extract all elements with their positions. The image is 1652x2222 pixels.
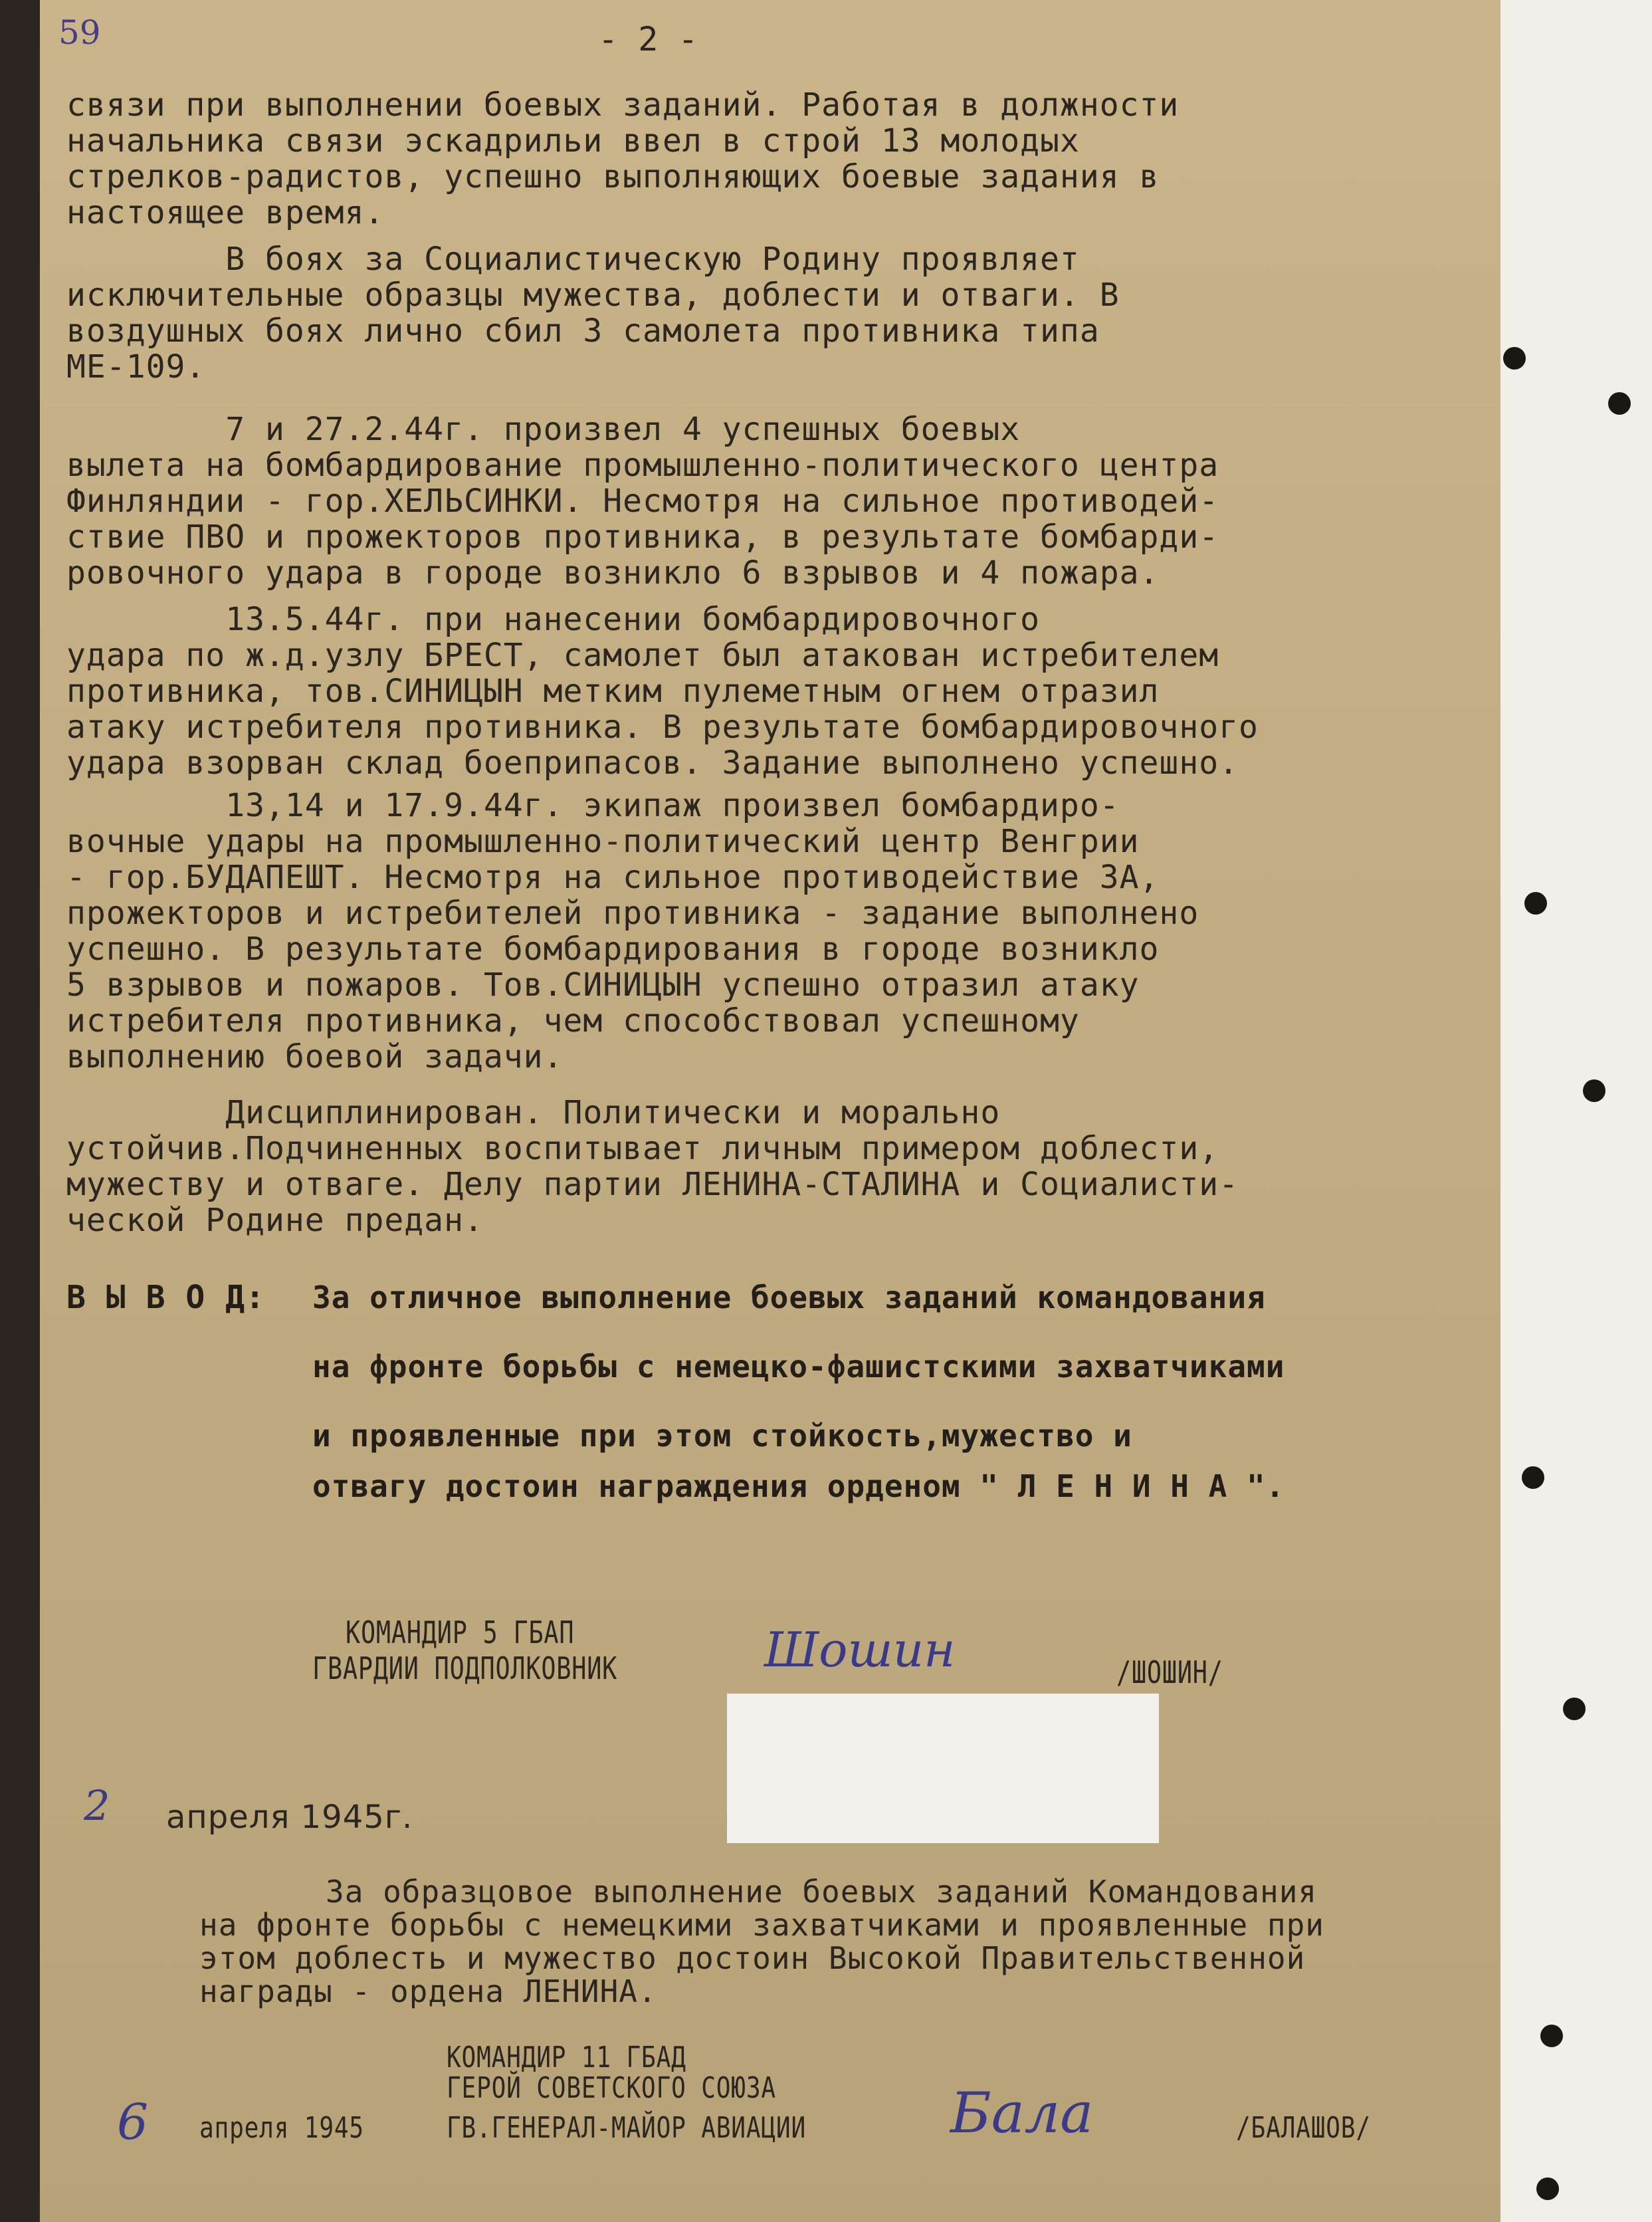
conclusion-line: отвагу достоин награждения орденом " Л Е Н И Н А ". bbox=[312, 1468, 1285, 1504]
text-line: Финляндии - гор.ХЕЛЬСИНКИ. Несмотря на сильное противодей- bbox=[66, 483, 1219, 520]
text-line: ровочного удара в городе возникло 6 взрывов и 4 пожара. bbox=[66, 554, 1160, 592]
text-line: ствие ПВО и прожекторов противника, в результате бомбарди- bbox=[66, 518, 1219, 556]
text-line: вочные удары на промышленно-политический центр Венгрии bbox=[66, 823, 1140, 860]
conclusion-line: на фронте борьбы с немецко-фашистскими захватчиками bbox=[312, 1349, 1285, 1385]
text-line: воздушных боях лично сбил 3 самолета противника типа bbox=[66, 312, 1100, 350]
underlying-page bbox=[1500, 0, 1652, 2222]
endorsement-line: на фронте борьбы с немецкими захватчиками и проявленные при bbox=[199, 1907, 1324, 1943]
text-line: 5 взрывов и пожаров. Тов.СИНИЦЫН успешно отразил атаку bbox=[66, 966, 1140, 1004]
signature-balashov: Бала bbox=[950, 2080, 1094, 2146]
punch-hole bbox=[1583, 1079, 1605, 1102]
punch-hole bbox=[1503, 347, 1526, 370]
text-line: настоящее время. bbox=[66, 194, 385, 231]
text-line: устойчив.Подчиненных воспитывает личным примером доблести, bbox=[66, 1130, 1219, 1167]
text-line: истребителя противника, чем способствовал успешному bbox=[66, 1002, 1080, 1040]
signer-title: ГВ.ГЕНЕРАЛ-МАЙОР АВИАЦИИ bbox=[447, 2111, 807, 2145]
signer-title: ГЕРОЙ СОВЕТСКОГО СОЮЗА bbox=[447, 2071, 776, 2105]
text-line: удара по ж.д.узлу БРЕСТ, самолет был атакован истребителем bbox=[66, 637, 1219, 674]
endorsement-line: За образцовое выполнение боевых заданий Командования bbox=[326, 1874, 1318, 1910]
text-line: противника, тов.СИНИЦЫН метким пулеметным огнем отразил bbox=[66, 673, 1160, 710]
text-line: атаку истребителя противника. В результате бомбардировочного bbox=[66, 709, 1259, 746]
date-day-handwritten: 6 bbox=[117, 2094, 149, 2151]
signer-title: ГВАРДИИ ПОДПОЛКОВНИК bbox=[312, 1650, 618, 1686]
text-line: ческой Родине предан. bbox=[66, 1202, 484, 1239]
punch-hole bbox=[1524, 892, 1547, 915]
text-line: В боях за Социалистическую Родину проявляет bbox=[66, 241, 1080, 278]
text-line: стрелков-радистов, успешно выполняющих боевые задания в bbox=[66, 158, 1160, 195]
punch-hole bbox=[1563, 1698, 1586, 1720]
date-text: апреля 1945г. bbox=[166, 1799, 413, 1836]
text-line: МЕ-109. bbox=[66, 348, 206, 386]
text-line: 13,14 и 17.9.44г. экипаж произвел бомбардиро- bbox=[66, 787, 1120, 824]
date-day-handwritten: 2 bbox=[84, 1781, 110, 1830]
signer-title: КОМАНДИР 5 ГБАП bbox=[346, 1614, 575, 1650]
signer-title: КОМАНДИР 11 ГБАД bbox=[447, 2041, 686, 2074]
text-line: мужеству и отваге. Делу партии ЛЕНИНА-СТАЛИНА и Социалисти- bbox=[66, 1166, 1239, 1203]
text-line: связи при выполнении боевых заданий. Работая в должности bbox=[66, 86, 1180, 124]
text-line: выполнению боевой задачи. bbox=[66, 1038, 564, 1075]
endorsement-line: награды - ордена ЛЕНИНА. bbox=[199, 1973, 657, 2009]
punch-hole bbox=[1540, 2025, 1563, 2047]
redacted-stamp-area bbox=[727, 1694, 1159, 1843]
signer-name: /БАЛАШОВ/ bbox=[1236, 2111, 1371, 2145]
conclusion-line: и проявленные при этом стойкость,мужество и bbox=[312, 1418, 1132, 1454]
date-text: апреля 1945 bbox=[199, 2111, 364, 2145]
text-line: 7 и 27.2.44г. произвел 4 успешных боевых bbox=[66, 411, 1021, 448]
conclusion-line: За отличное выполнение боевых заданий командования bbox=[312, 1279, 1266, 1315]
endorsement-line: этом доблесть и мужество достоин Высокой Правительственной bbox=[199, 1940, 1306, 1976]
punch-hole bbox=[1522, 1466, 1544, 1489]
conclusion-label: В Ы В О Д: bbox=[66, 1279, 265, 1316]
text-line: Дисциплинирован. Политически и морально bbox=[66, 1094, 1001, 1131]
page-number: - 2 - bbox=[598, 20, 698, 58]
text-line: - гор.БУДАПЕШТ. Несмотря на сильное противодействие ЗА, bbox=[66, 859, 1160, 896]
signer-name: /ШОШИН/ bbox=[1116, 1654, 1223, 1690]
text-line: вылета на бомбардирование промышленно-политического центра bbox=[66, 447, 1219, 484]
text-line: исключительные образцы мужества, доблести и отваги. В bbox=[66, 277, 1120, 314]
punch-hole bbox=[1608, 392, 1631, 415]
text-line: прожекторов и истребителей противника - задание выполнено bbox=[66, 895, 1199, 932]
text-line: начальника связи эскадрильи ввел в строй 13 молодых bbox=[66, 122, 1080, 160]
text-line: успешно. В результате бомбардирования в городе возникло bbox=[66, 931, 1160, 968]
punch-hole bbox=[1536, 2177, 1559, 2200]
text-line: 13.5.44г. при нанесении бомбардировочного bbox=[66, 601, 1041, 638]
archive-page-mark: 59 bbox=[58, 13, 101, 52]
signature-shoshin: Шошин bbox=[764, 1622, 956, 1678]
text-line: удара взорван склад боеприпасов. Задание выполнено успешно. bbox=[66, 744, 1239, 782]
